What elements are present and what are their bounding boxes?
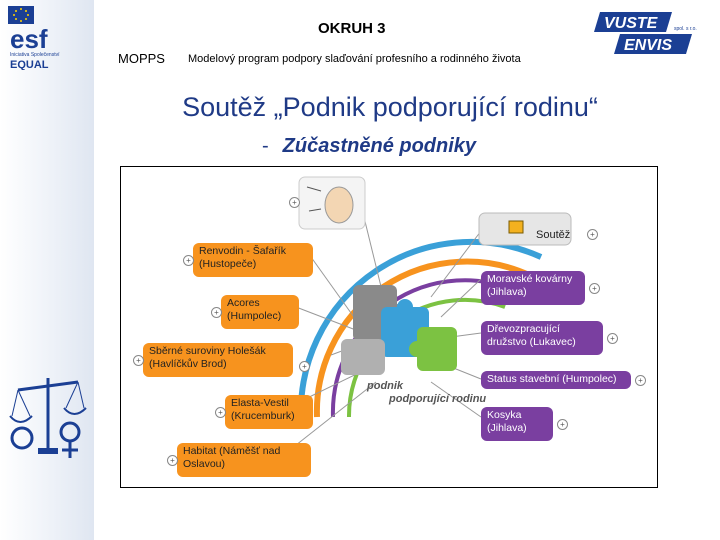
participants-diagram	[120, 166, 658, 488]
svg-text:esf: esf	[10, 24, 48, 54]
expand-head-icon[interactable]: +	[289, 197, 300, 208]
page-subtitle	[262, 135, 476, 158]
expand-center-icon[interactable]: +	[299, 361, 310, 372]
scales-icon	[4, 368, 92, 464]
svg-text:Iniciativa Společenství: Iniciativa Společenství	[10, 52, 60, 58]
section-label: OKRUH 3	[318, 20, 386, 37]
subtitle-dash: -	[262, 135, 269, 157]
sidebar	[0, 0, 94, 540]
center-label-line2: podporující rodinu	[389, 393, 487, 405]
expand-acores-icon[interactable]: +	[211, 307, 222, 318]
expand-kovarny-icon[interactable]: +	[589, 283, 600, 294]
company-kosyka: Kosyka (Jihlava)	[481, 407, 553, 441]
expand-elasta-icon[interactable]: +	[215, 407, 226, 418]
subtitle-text: Zúčastněné podniky	[282, 135, 477, 157]
expand-status-icon[interactable]: +	[635, 375, 646, 386]
company-moravske-kovarny: Moravské kovárny (Jihlava)	[481, 271, 585, 305]
soutez-label: Soutěž	[536, 229, 571, 241]
expand-soutez-icon[interactable]: +	[587, 229, 598, 240]
svg-text:VUSTE: VUSTE	[604, 15, 658, 32]
svg-text:ENVIS: ENVIS	[624, 37, 673, 54]
esf-equal-logo	[6, 4, 90, 70]
center-label-line1: podnik	[367, 380, 404, 392]
company-habitat: Habitat (Náměšť nad Oslavou)	[177, 443, 311, 477]
page-title: Soutěž „Podnik podporující rodinu“	[182, 92, 598, 122]
company-status-stavebni: Status stavební (Humpolec)	[481, 371, 631, 389]
company-elasta-vestil: Elasta-Vestil (Krucemburk)	[225, 395, 313, 429]
expand-habitat-icon[interactable]: +	[167, 455, 178, 466]
expand-druzstvo-icon[interactable]: +	[607, 333, 618, 344]
company-drevozpracujici-druzstvo: Dřevozpracující družstvo (Lukavec)	[481, 321, 603, 355]
program-abbreviation: MOPPS	[118, 51, 165, 66]
expand-sberne-icon[interactable]: +	[133, 355, 144, 366]
company-sberne-suroviny: Sběrné suroviny Holešák (Havlíčkův Brod)	[143, 343, 293, 377]
company-acores: Acores (Humpolec)	[221, 295, 299, 329]
expand-kosyka-icon[interactable]: +	[557, 419, 568, 430]
program-name: Modelový program podpory slaďování profesního a rodinného života	[188, 53, 521, 65]
vuste-envis-logo	[594, 10, 700, 56]
svg-text:EQUAL: EQUAL	[10, 59, 49, 70]
expand-renvodin-icon[interactable]: +	[183, 255, 194, 266]
company-renvodin: Renvodin - Šafařík (Hustopeče)	[193, 243, 313, 277]
svg-text:spol. s r.o.: spol. s r.o.	[674, 26, 697, 32]
